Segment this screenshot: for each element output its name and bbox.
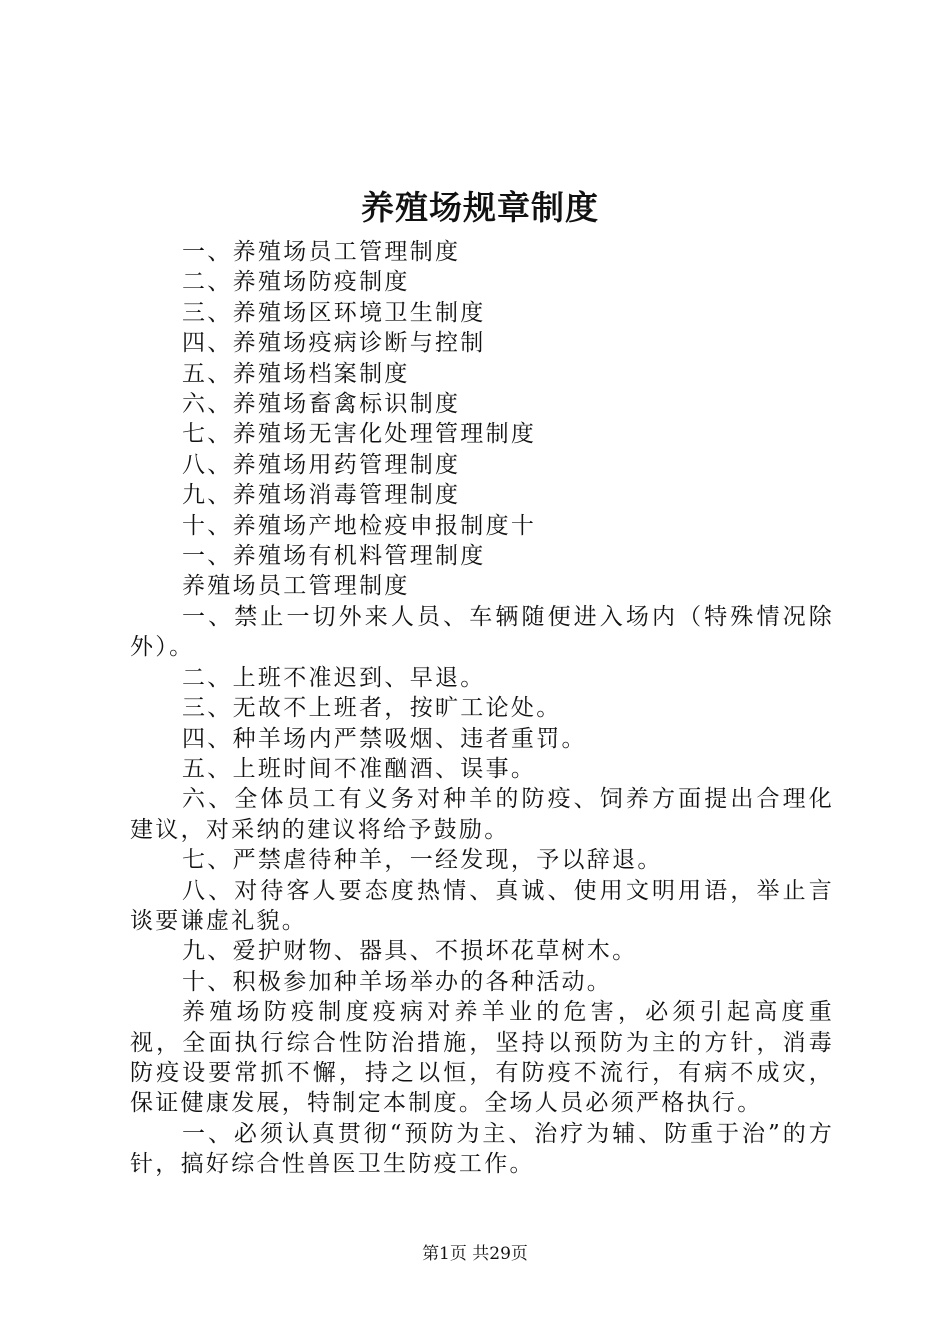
paragraph: 四、种羊场内严禁吸烟、违者重罚。: [182, 725, 587, 752]
section-heading: 养殖场员工管理制度: [182, 573, 410, 600]
paragraph: 二、上班不准迟到、早退。: [182, 664, 486, 691]
paragraph: 八、养殖场用药管理制度: [182, 451, 461, 478]
paragraph: 五、养殖场档案制度: [182, 360, 410, 387]
paragraph: 九、养殖场消毒管理制度: [182, 482, 461, 509]
paragraph: 四、养殖场疫病诊断与控制: [182, 330, 486, 357]
paragraph: 七、养殖场无害化处理管理制度: [182, 421, 537, 448]
paragraph: 九、爱护财物、器具、不损坏花草树木。: [182, 938, 638, 965]
paragraph: 三、养殖场区环境卫生制度: [182, 299, 486, 326]
paragraph: 一、养殖场员工管理制度: [182, 239, 461, 265]
page-footer: 第1页 共29页: [422, 1244, 528, 1264]
paragraph: 八、对待客人要态度热情、真诚、使用文明用语，举止言谈要谦虚礼貌。: [130, 877, 834, 934]
paragraph: 七、严禁虐待种羊，一经发现，予以辞退。: [182, 847, 663, 874]
paragraph: 十、积极参加种羊场举办的各种活动。: [182, 968, 613, 995]
paragraph: 十、养殖场产地检疫申报制度十: [182, 512, 537, 539]
document-body: [130, 237, 834, 1180]
paragraph: 二、养殖场防疫制度: [182, 269, 410, 296]
paragraph: 养殖场防疫制度疫病对养羊业的危害，必须引起高度重视，全面执行综合性防治措施，坚持以预防为主的方针，消毒防疫设要常抓不懈，持之以恒，有防疫不流行，有病不成灾，保证健康发展，特制定本制度。全场人员必须严格执行。: [130, 999, 834, 1117]
paragraph: 五、上班时间不准酗酒、误事。: [182, 755, 537, 782]
paragraph: 六、全体员工有义务对种羊的防疫、饲养方面提出合理化建议，对采纳的建议将给予鼓励。: [130, 786, 834, 843]
paragraph: 六、养殖场畜禽标识制度: [182, 391, 461, 418]
paragraph: 三、无故不上班者，按旷工论处。: [182, 695, 562, 722]
paragraph: 一、禁止一切外来人员、车辆随便进入场内（特殊情况除外）。: [130, 603, 834, 661]
paragraph: 一、养殖场有机料管理制度: [182, 543, 486, 570]
paragraph: 一、必须认真贯彻“预防为主、治疗为辅、防重于治”的方针，搞好综合性兽医卫生防疫工作。: [130, 1120, 834, 1178]
page-title: 养殖场规章制度: [361, 188, 599, 227]
